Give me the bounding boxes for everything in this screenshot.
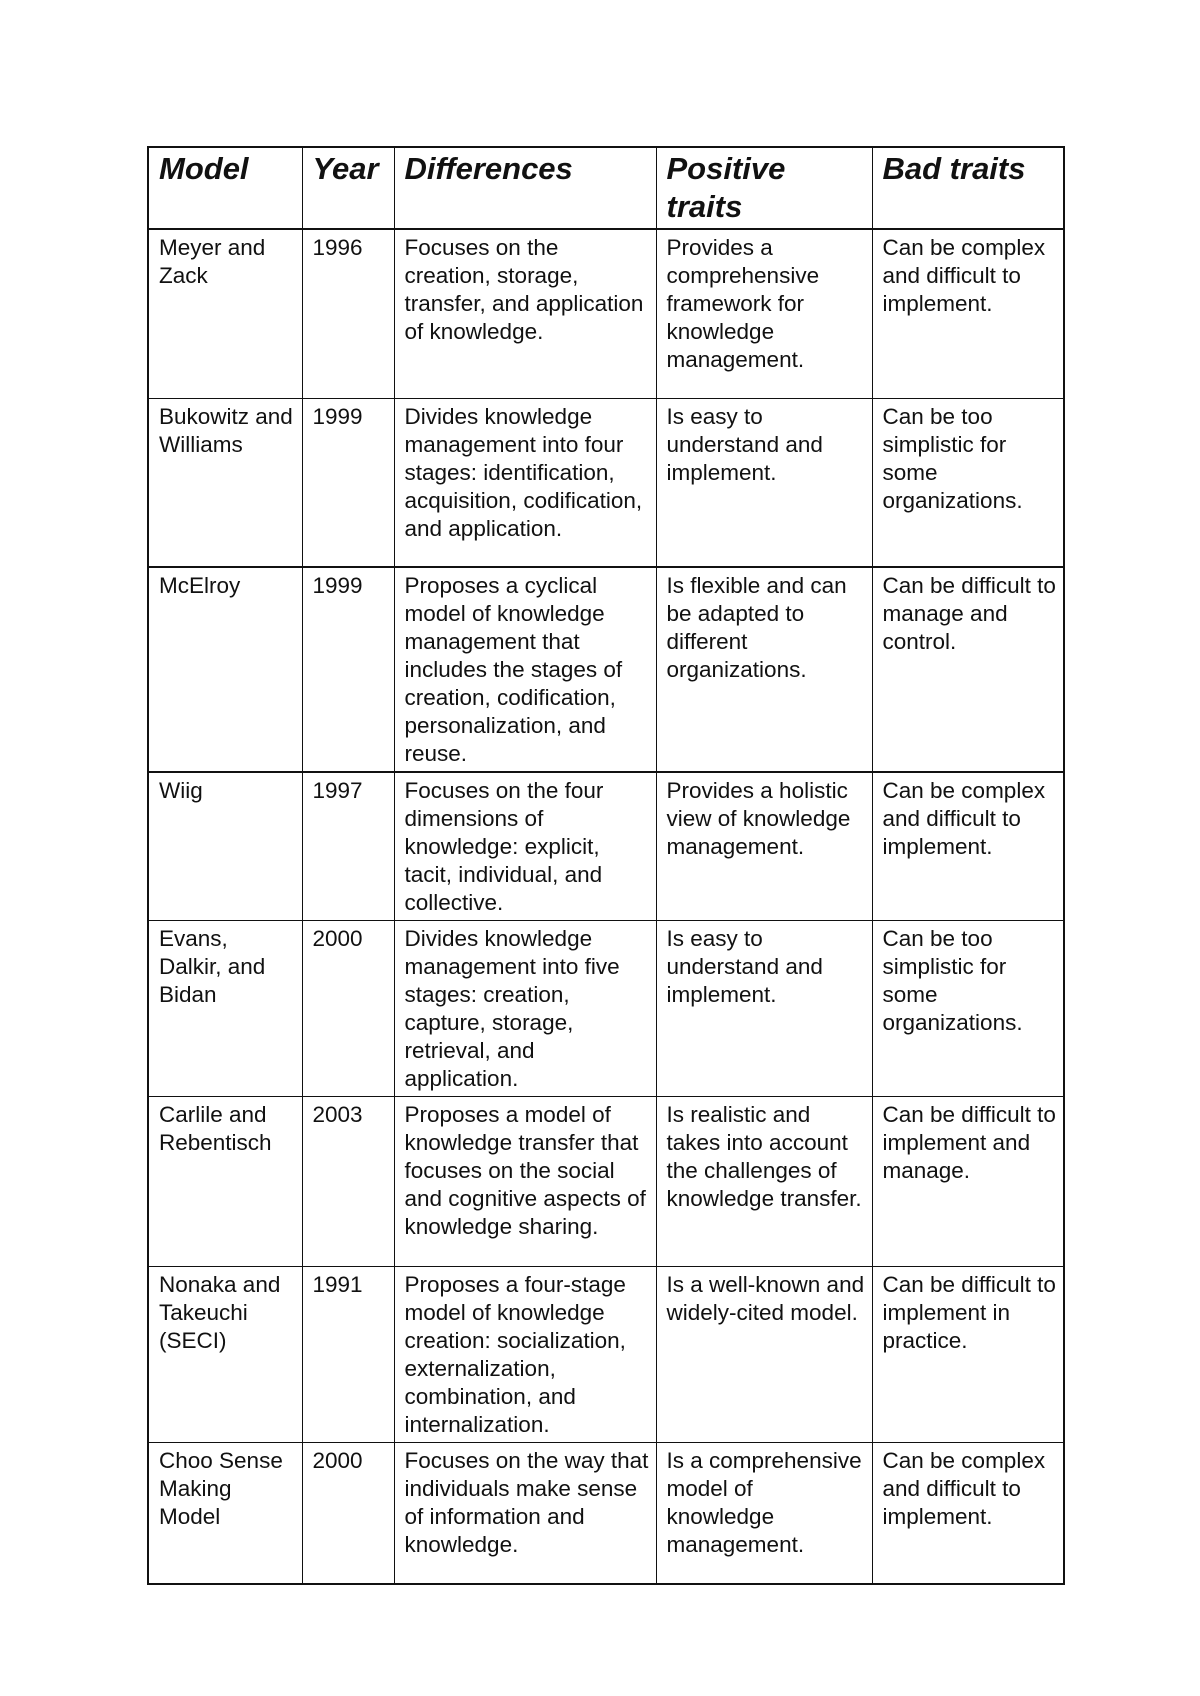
knowledge-management-models-table bbox=[147, 146, 1065, 1585]
cell-model: Bukowitz and Williams bbox=[148, 398, 302, 567]
cell-positive-traits: Is a well-known and widely-cited model. bbox=[656, 1267, 872, 1443]
cell-differences: Divides knowledge management into four stages: identification, acquisition, codification, and application. bbox=[394, 398, 656, 567]
table-row bbox=[148, 398, 1064, 567]
table-row bbox=[148, 1443, 1064, 1584]
table-row bbox=[148, 567, 1064, 772]
header-model: Model bbox=[148, 147, 302, 229]
cell-model: Evans, Dalkir, and Bidan bbox=[148, 921, 302, 1097]
cell-positive-traits: Provides a comprehensive framework for knowledge management. bbox=[656, 229, 872, 398]
cell-year: 2003 bbox=[302, 1097, 394, 1267]
cell-model: Wiig bbox=[148, 772, 302, 921]
cell-positive-traits: Is flexible and can be adapted to different organizations. bbox=[656, 567, 872, 772]
table-header-row bbox=[148, 147, 1064, 229]
cell-bad-traits: Can be too simplistic for some organizations. bbox=[872, 398, 1064, 567]
cell-differences: Proposes a cyclical model of knowledge management that includes the stages of creation, codification, personalization, and reuse. bbox=[394, 567, 656, 772]
cell-bad-traits: Can be complex and difficult to implement. bbox=[872, 229, 1064, 398]
cell-differences: Proposes a model of knowledge transfer that focuses on the social and cognitive aspects of knowledge sharing. bbox=[394, 1097, 656, 1267]
cell-positive-traits: Is realistic and takes into account the challenges of knowledge transfer. bbox=[656, 1097, 872, 1267]
header-bad-traits: Bad traits bbox=[872, 147, 1064, 229]
cell-model: Carlile and Rebentisch bbox=[148, 1097, 302, 1267]
cell-model: McElroy bbox=[148, 567, 302, 772]
header-positive-traits: Positive traits bbox=[656, 147, 872, 229]
cell-bad-traits: Can be complex and difficult to implement. bbox=[872, 772, 1064, 921]
cell-year: 2000 bbox=[302, 921, 394, 1097]
cell-positive-traits: Is a comprehensive model of knowledge management. bbox=[656, 1443, 872, 1584]
cell-year: 1999 bbox=[302, 567, 394, 772]
cell-model: Nonaka and Takeuchi (SECI) bbox=[148, 1267, 302, 1443]
cell-differences: Focuses on the creation, storage, transfer, and application of knowledge. bbox=[394, 229, 656, 398]
cell-year: 1999 bbox=[302, 398, 394, 567]
cell-positive-traits: Provides a holistic view of knowledge management. bbox=[656, 772, 872, 921]
cell-bad-traits: Can be difficult to implement and manage. bbox=[872, 1097, 1064, 1267]
cell-year: 1996 bbox=[302, 229, 394, 398]
table-row bbox=[148, 1267, 1064, 1443]
cell-model: Meyer and Zack bbox=[148, 229, 302, 398]
cell-bad-traits: Can be difficult to implement in practice. bbox=[872, 1267, 1064, 1443]
cell-year: 1991 bbox=[302, 1267, 394, 1443]
cell-bad-traits: Can be complex and difficult to implement. bbox=[872, 1443, 1064, 1584]
cell-positive-traits: Is easy to understand and implement. bbox=[656, 398, 872, 567]
header-differences: Differences bbox=[394, 147, 656, 229]
cell-differences: Focuses on the four dimensions of knowledge: explicit, tacit, individual, and collective. bbox=[394, 772, 656, 921]
table-row bbox=[148, 772, 1064, 921]
table-row bbox=[148, 229, 1064, 398]
cell-bad-traits: Can be too simplistic for some organizations. bbox=[872, 921, 1064, 1097]
cell-year: 2000 bbox=[302, 1443, 394, 1584]
cell-year: 1997 bbox=[302, 772, 394, 921]
table-row bbox=[148, 1097, 1064, 1267]
cell-model: Choo Sense Making Model bbox=[148, 1443, 302, 1584]
cell-positive-traits: Is easy to understand and implement. bbox=[656, 921, 872, 1097]
cell-differences: Divides knowledge management into five stages: creation, capture, storage, retrieval, and application. bbox=[394, 921, 656, 1097]
cell-differences: Focuses on the way that individuals make sense of information and knowledge. bbox=[394, 1443, 656, 1584]
table-row bbox=[148, 921, 1064, 1097]
cell-differences: Proposes a four-stage model of knowledge creation: socialization, externalization, combination, and internalization. bbox=[394, 1267, 656, 1443]
header-year: Year bbox=[302, 147, 394, 229]
cell-bad-traits: Can be difficult to manage and control. bbox=[872, 567, 1064, 772]
